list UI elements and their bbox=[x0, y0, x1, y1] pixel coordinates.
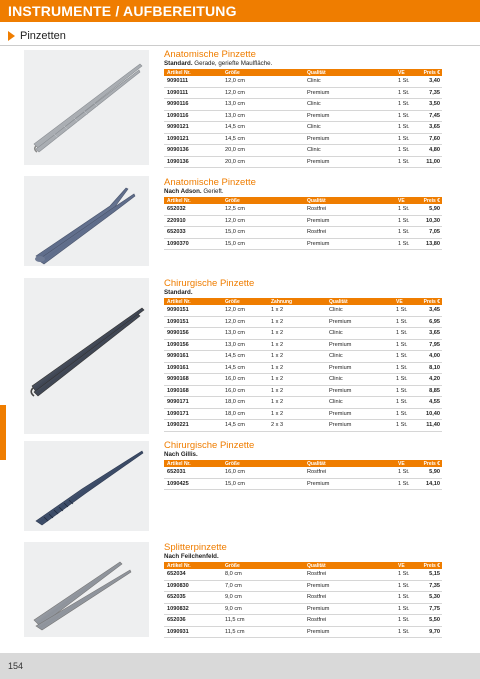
price: 4,20 bbox=[417, 374, 442, 386]
table-header bbox=[164, 562, 442, 569]
article-number: 1090425 bbox=[164, 478, 222, 490]
table-cell: 12,0 cm bbox=[222, 215, 304, 227]
table-cell: 1 St. bbox=[395, 110, 417, 122]
product-section-splitterpinzette bbox=[164, 542, 442, 638]
table-row bbox=[164, 478, 442, 490]
product-image-chirurgische-gillis bbox=[24, 441, 149, 531]
col-header: Artikel Nr. bbox=[167, 562, 191, 569]
table-cell: 1 St. bbox=[395, 592, 417, 604]
table-cell: 8,0 cm bbox=[222, 569, 304, 580]
table-row bbox=[164, 467, 442, 478]
article-number: 1090156 bbox=[164, 339, 222, 351]
table-cell: Premium bbox=[304, 238, 395, 250]
table-cell: 12,0 cm bbox=[222, 305, 268, 316]
col-header: Preis € bbox=[423, 197, 440, 204]
product-title: Anatomische Pinzette bbox=[164, 177, 256, 188]
article-number: 9090168 bbox=[164, 374, 222, 386]
table-cell: Clinic bbox=[304, 76, 395, 87]
table-cell: Premium bbox=[304, 626, 395, 638]
article-number: 9090151 bbox=[164, 305, 222, 316]
product-table bbox=[164, 298, 442, 432]
product-image-splitterpinzette bbox=[24, 542, 149, 637]
col-header: Zahnung bbox=[271, 298, 293, 305]
article-number: 1090370 bbox=[164, 238, 222, 250]
table-row bbox=[164, 592, 442, 604]
table-row bbox=[164, 397, 442, 409]
table-row bbox=[164, 145, 442, 157]
table-cell: Clinic bbox=[326, 328, 393, 340]
table-cell: 1 St. bbox=[393, 305, 417, 316]
table-cell: Premium bbox=[304, 110, 395, 122]
table-cell: 1 x 2 bbox=[268, 328, 326, 340]
table-cell: 1 St. bbox=[393, 339, 417, 351]
price: 7,05 bbox=[417, 227, 442, 239]
article-number: 1090221 bbox=[164, 420, 222, 432]
table-cell: 1 St. bbox=[395, 626, 417, 638]
price: 7,45 bbox=[417, 110, 442, 122]
table-row bbox=[164, 133, 442, 145]
page-number: 154 bbox=[8, 661, 24, 671]
col-header: Artikel Nr. bbox=[167, 69, 191, 76]
table-cell: Premium bbox=[326, 316, 393, 328]
table-cell: 1 x 2 bbox=[268, 362, 326, 374]
table-cell: Clinic bbox=[304, 145, 395, 157]
price: 8,10 bbox=[417, 362, 442, 374]
article-number: 652032 bbox=[164, 204, 222, 215]
table-cell: 11,5 cm bbox=[222, 615, 304, 627]
product-table bbox=[164, 460, 442, 490]
product-subtitle: Nach Gillis. bbox=[164, 451, 198, 458]
table-cell: Premium bbox=[304, 133, 395, 145]
article-number: 652031 bbox=[164, 467, 222, 478]
col-header: Qualität bbox=[307, 562, 326, 569]
table-cell: 1 St. bbox=[393, 328, 417, 340]
product-title: Chirurgische Pinzette bbox=[164, 440, 255, 451]
table-cell: 1 x 2 bbox=[268, 316, 326, 328]
table-cell: 1 St. bbox=[393, 408, 417, 420]
article-number: 652035 bbox=[164, 592, 222, 604]
col-header: Qualität bbox=[307, 460, 326, 467]
price: 3,65 bbox=[417, 122, 442, 134]
price: 4,00 bbox=[417, 351, 442, 363]
table-cell: Clinic bbox=[326, 351, 393, 363]
table-cell: 1 St. bbox=[395, 615, 417, 627]
table-cell: 1 St. bbox=[393, 316, 417, 328]
table-cell: 15,0 cm bbox=[222, 227, 304, 239]
table-cell: 12,0 cm bbox=[222, 316, 268, 328]
table-cell: Rostfrei bbox=[304, 467, 395, 478]
table-cell: Clinic bbox=[326, 397, 393, 409]
price: 7,75 bbox=[417, 603, 442, 615]
price: 11,40 bbox=[417, 420, 442, 432]
table-cell: Premium bbox=[304, 215, 395, 227]
col-header: Größe bbox=[225, 69, 240, 76]
price: 8,85 bbox=[417, 385, 442, 397]
table-cell: 1 St. bbox=[395, 238, 417, 250]
table-header bbox=[164, 298, 442, 305]
table-cell: 1 St. bbox=[395, 156, 417, 168]
col-header: Artikel Nr. bbox=[167, 197, 191, 204]
table-cell: 1 St. bbox=[393, 397, 417, 409]
price: 4,55 bbox=[417, 397, 442, 409]
product-section-chirurgische-gillis bbox=[164, 440, 442, 490]
table-cell: 1 St. bbox=[395, 603, 417, 615]
table-cell: Premium bbox=[304, 603, 395, 615]
table-cell: Rostfrei bbox=[304, 227, 395, 239]
table-cell: 14,5 cm bbox=[222, 420, 268, 432]
table-cell: Premium bbox=[304, 478, 395, 490]
product-title: Splitterpinzette bbox=[164, 542, 227, 553]
article-number: 1090832 bbox=[164, 603, 222, 615]
price: 7,35 bbox=[417, 580, 442, 592]
col-header: Qualität bbox=[307, 197, 326, 204]
price: 5,90 bbox=[417, 467, 442, 478]
table-cell: 1 St. bbox=[393, 420, 417, 432]
table-cell: Clinic bbox=[304, 99, 395, 111]
divider bbox=[0, 45, 480, 46]
table-header bbox=[164, 460, 442, 467]
table-cell: 14,5 cm bbox=[222, 122, 304, 134]
table-cell: 1 x 2 bbox=[268, 397, 326, 409]
price: 5,50 bbox=[417, 615, 442, 627]
table-cell: 1 St. bbox=[395, 133, 417, 145]
article-number: 9090161 bbox=[164, 351, 222, 363]
table-row bbox=[164, 580, 442, 592]
price: 11,00 bbox=[417, 156, 442, 168]
table-cell: 1 St. bbox=[395, 122, 417, 134]
table-cell: Rostfrei bbox=[304, 615, 395, 627]
table-cell: 1 St. bbox=[395, 215, 417, 227]
article-number: 1090931 bbox=[164, 626, 222, 638]
table-cell: 15,0 cm bbox=[222, 478, 304, 490]
page-title: INSTRUMENTE / AUFBEREITUNG bbox=[8, 3, 237, 19]
table-row bbox=[164, 87, 442, 99]
article-number: 1090111 bbox=[164, 87, 222, 99]
table-row bbox=[164, 569, 442, 580]
table-row bbox=[164, 339, 442, 351]
table-cell: 1 x 2 bbox=[268, 305, 326, 316]
article-number: 9090111 bbox=[164, 76, 222, 87]
table-cell: 12,5 cm bbox=[222, 204, 304, 215]
table-cell: 1 St. bbox=[395, 99, 417, 111]
product-section-anatomische-adson bbox=[164, 177, 442, 250]
product-image-chirurgische-standard bbox=[24, 278, 149, 434]
table-cell: Premium bbox=[304, 87, 395, 99]
table-cell: Premium bbox=[326, 362, 393, 374]
table-cell: 12,0 cm bbox=[222, 76, 304, 87]
product-table bbox=[164, 562, 442, 638]
price: 7,95 bbox=[417, 339, 442, 351]
product-subtitle: Standard. Gerade, geriefte Maulfläche. bbox=[164, 60, 273, 67]
col-header: Preis € bbox=[423, 460, 440, 467]
table-cell: Rostfrei bbox=[304, 592, 395, 604]
price: 3,40 bbox=[417, 76, 442, 87]
col-header: Preis € bbox=[423, 69, 440, 76]
table-row bbox=[164, 420, 442, 432]
price: 3,45 bbox=[417, 305, 442, 316]
price: 7,60 bbox=[417, 133, 442, 145]
product-section-anatomische-standard bbox=[164, 49, 442, 168]
table-row bbox=[164, 215, 442, 227]
table-cell: 9,0 cm bbox=[222, 603, 304, 615]
table-cell: 1 St. bbox=[395, 227, 417, 239]
table-cell: Premium bbox=[326, 339, 393, 351]
product-table bbox=[164, 197, 442, 250]
table-cell: 1 St. bbox=[395, 76, 417, 87]
article-number: 1090168 bbox=[164, 385, 222, 397]
price: 13,80 bbox=[417, 238, 442, 250]
table-cell: 16,0 cm bbox=[222, 385, 268, 397]
table-cell: 1 St. bbox=[395, 467, 417, 478]
col-header: Größe bbox=[225, 197, 240, 204]
table-row bbox=[164, 227, 442, 239]
col-header: Qualität bbox=[307, 69, 326, 76]
table-row bbox=[164, 603, 442, 615]
col-header: VE bbox=[398, 460, 405, 467]
side-tab-marker bbox=[0, 405, 6, 460]
price: 3,65 bbox=[417, 328, 442, 340]
col-header: VE bbox=[398, 69, 405, 76]
table-row bbox=[164, 110, 442, 122]
article-number: 220910 bbox=[164, 215, 222, 227]
table-cell: 7,0 cm bbox=[222, 580, 304, 592]
article-number: 1090136 bbox=[164, 156, 222, 168]
table-cell: 12,0 cm bbox=[222, 87, 304, 99]
product-title: Anatomische Pinzette bbox=[164, 49, 256, 60]
table-cell: 13,0 cm bbox=[222, 110, 304, 122]
article-number: 1090121 bbox=[164, 133, 222, 145]
article-number: 1090161 bbox=[164, 362, 222, 374]
table-cell: 1 St. bbox=[395, 145, 417, 157]
col-header: Qualität bbox=[329, 298, 348, 305]
table-cell: 1 St. bbox=[393, 362, 417, 374]
article-number: 652033 bbox=[164, 227, 222, 239]
table-cell: 2 x 3 bbox=[268, 420, 326, 432]
price: 9,70 bbox=[417, 626, 442, 638]
product-subtitle: Nach Adson. Gerieft. bbox=[164, 188, 224, 195]
table-cell: 14,5 cm bbox=[222, 351, 268, 363]
article-number: 652036 bbox=[164, 615, 222, 627]
table-cell: 15,0 cm bbox=[222, 238, 304, 250]
table-cell: 1 St. bbox=[395, 569, 417, 580]
col-header: Preis € bbox=[423, 298, 440, 305]
table-cell: 1 St. bbox=[395, 580, 417, 592]
table-row bbox=[164, 122, 442, 134]
table-cell: 9,0 cm bbox=[222, 592, 304, 604]
table-row bbox=[164, 362, 442, 374]
col-header: Artikel Nr. bbox=[167, 298, 191, 305]
table-cell: 1 St. bbox=[393, 385, 417, 397]
table-row bbox=[164, 615, 442, 627]
article-number: 9090156 bbox=[164, 328, 222, 340]
table-cell: 1 x 2 bbox=[268, 339, 326, 351]
table-cell: 13,0 cm bbox=[222, 328, 268, 340]
table-cell: Premium bbox=[326, 408, 393, 420]
price: 5,15 bbox=[417, 569, 442, 580]
col-header: VE bbox=[396, 298, 403, 305]
section-heading bbox=[8, 28, 66, 44]
price: 4,80 bbox=[417, 145, 442, 157]
product-section-chirurgische-standard bbox=[164, 278, 442, 432]
table-cell: 1 x 2 bbox=[268, 385, 326, 397]
price: 3,50 bbox=[417, 99, 442, 111]
table-row bbox=[164, 374, 442, 386]
table-cell: 1 St. bbox=[393, 351, 417, 363]
price: 10,30 bbox=[417, 215, 442, 227]
product-subtitle: Nach Feilchenfeld. bbox=[164, 553, 219, 560]
table-cell: 16,0 cm bbox=[222, 374, 268, 386]
table-cell: 1 x 2 bbox=[268, 351, 326, 363]
article-number: 9090116 bbox=[164, 99, 222, 111]
product-title: Chirurgische Pinzette bbox=[164, 278, 255, 289]
table-cell: 16,0 cm bbox=[222, 467, 304, 478]
table-row bbox=[164, 351, 442, 363]
header-bar bbox=[0, 0, 480, 22]
table-row bbox=[164, 626, 442, 638]
triangle-bullet-icon bbox=[8, 31, 15, 41]
table-cell: 1 St. bbox=[395, 204, 417, 215]
article-number: 9090171 bbox=[164, 397, 222, 409]
table-cell: 1 x 2 bbox=[268, 408, 326, 420]
table-row bbox=[164, 385, 442, 397]
table-cell: 20,0 cm bbox=[222, 145, 304, 157]
table-cell: 14,5 cm bbox=[222, 133, 304, 145]
col-header: VE bbox=[398, 562, 405, 569]
table-cell: Premium bbox=[304, 580, 395, 592]
table-row bbox=[164, 305, 442, 316]
table-cell: Premium bbox=[326, 420, 393, 432]
article-number: 1090116 bbox=[164, 110, 222, 122]
table-cell: 1 St. bbox=[395, 478, 417, 490]
price: 5,90 bbox=[417, 204, 442, 215]
col-header: Preis € bbox=[423, 562, 440, 569]
article-number: 9090136 bbox=[164, 145, 222, 157]
product-image-anatomische-adson bbox=[24, 176, 149, 266]
table-cell: 1 St. bbox=[395, 87, 417, 99]
table-cell: 1 St. bbox=[393, 374, 417, 386]
table-header bbox=[164, 197, 442, 204]
price: 14,10 bbox=[417, 478, 442, 490]
article-number: 1090151 bbox=[164, 316, 222, 328]
article-number: 652034 bbox=[164, 569, 222, 580]
table-cell: 13,0 cm bbox=[222, 99, 304, 111]
table-cell: Rostfrei bbox=[304, 204, 395, 215]
product-subtitle: Standard. bbox=[164, 289, 193, 296]
table-row bbox=[164, 204, 442, 215]
table-header bbox=[164, 69, 442, 76]
article-number: 1090171 bbox=[164, 408, 222, 420]
table-cell: 1 x 2 bbox=[268, 374, 326, 386]
table-cell: 11,5 cm bbox=[222, 626, 304, 638]
table-cell: Premium bbox=[326, 385, 393, 397]
table-row bbox=[164, 328, 442, 340]
section-title: Pinzetten bbox=[20, 30, 66, 42]
col-header: Größe bbox=[225, 298, 240, 305]
price: 5,30 bbox=[417, 592, 442, 604]
article-number: 9090121 bbox=[164, 122, 222, 134]
table-cell: Rostfrei bbox=[304, 569, 395, 580]
table-cell: Clinic bbox=[304, 122, 395, 134]
table-cell: 13,0 cm bbox=[222, 339, 268, 351]
product-image-anatomische-standard bbox=[24, 50, 149, 165]
price: 7,35 bbox=[417, 87, 442, 99]
article-number: 1090830 bbox=[164, 580, 222, 592]
table-row bbox=[164, 238, 442, 250]
col-header: VE bbox=[398, 197, 405, 204]
table-cell: 20,0 cm bbox=[222, 156, 304, 168]
footer-bar bbox=[0, 653, 480, 679]
col-header: Artikel Nr. bbox=[167, 460, 191, 467]
table-cell: Clinic bbox=[326, 305, 393, 316]
price: 6,95 bbox=[417, 316, 442, 328]
table-row bbox=[164, 99, 442, 111]
col-header: Größe bbox=[225, 460, 240, 467]
table-row bbox=[164, 156, 442, 168]
table-row bbox=[164, 408, 442, 420]
table-cell: Clinic bbox=[326, 374, 393, 386]
col-header: Größe bbox=[225, 562, 240, 569]
table-cell: 18,0 cm bbox=[222, 397, 268, 409]
table-cell: Premium bbox=[304, 156, 395, 168]
table-cell: 14,5 cm bbox=[222, 362, 268, 374]
product-table bbox=[164, 69, 442, 168]
price: 10,40 bbox=[417, 408, 442, 420]
table-cell: 18,0 cm bbox=[222, 408, 268, 420]
table-row bbox=[164, 316, 442, 328]
table-row bbox=[164, 76, 442, 87]
